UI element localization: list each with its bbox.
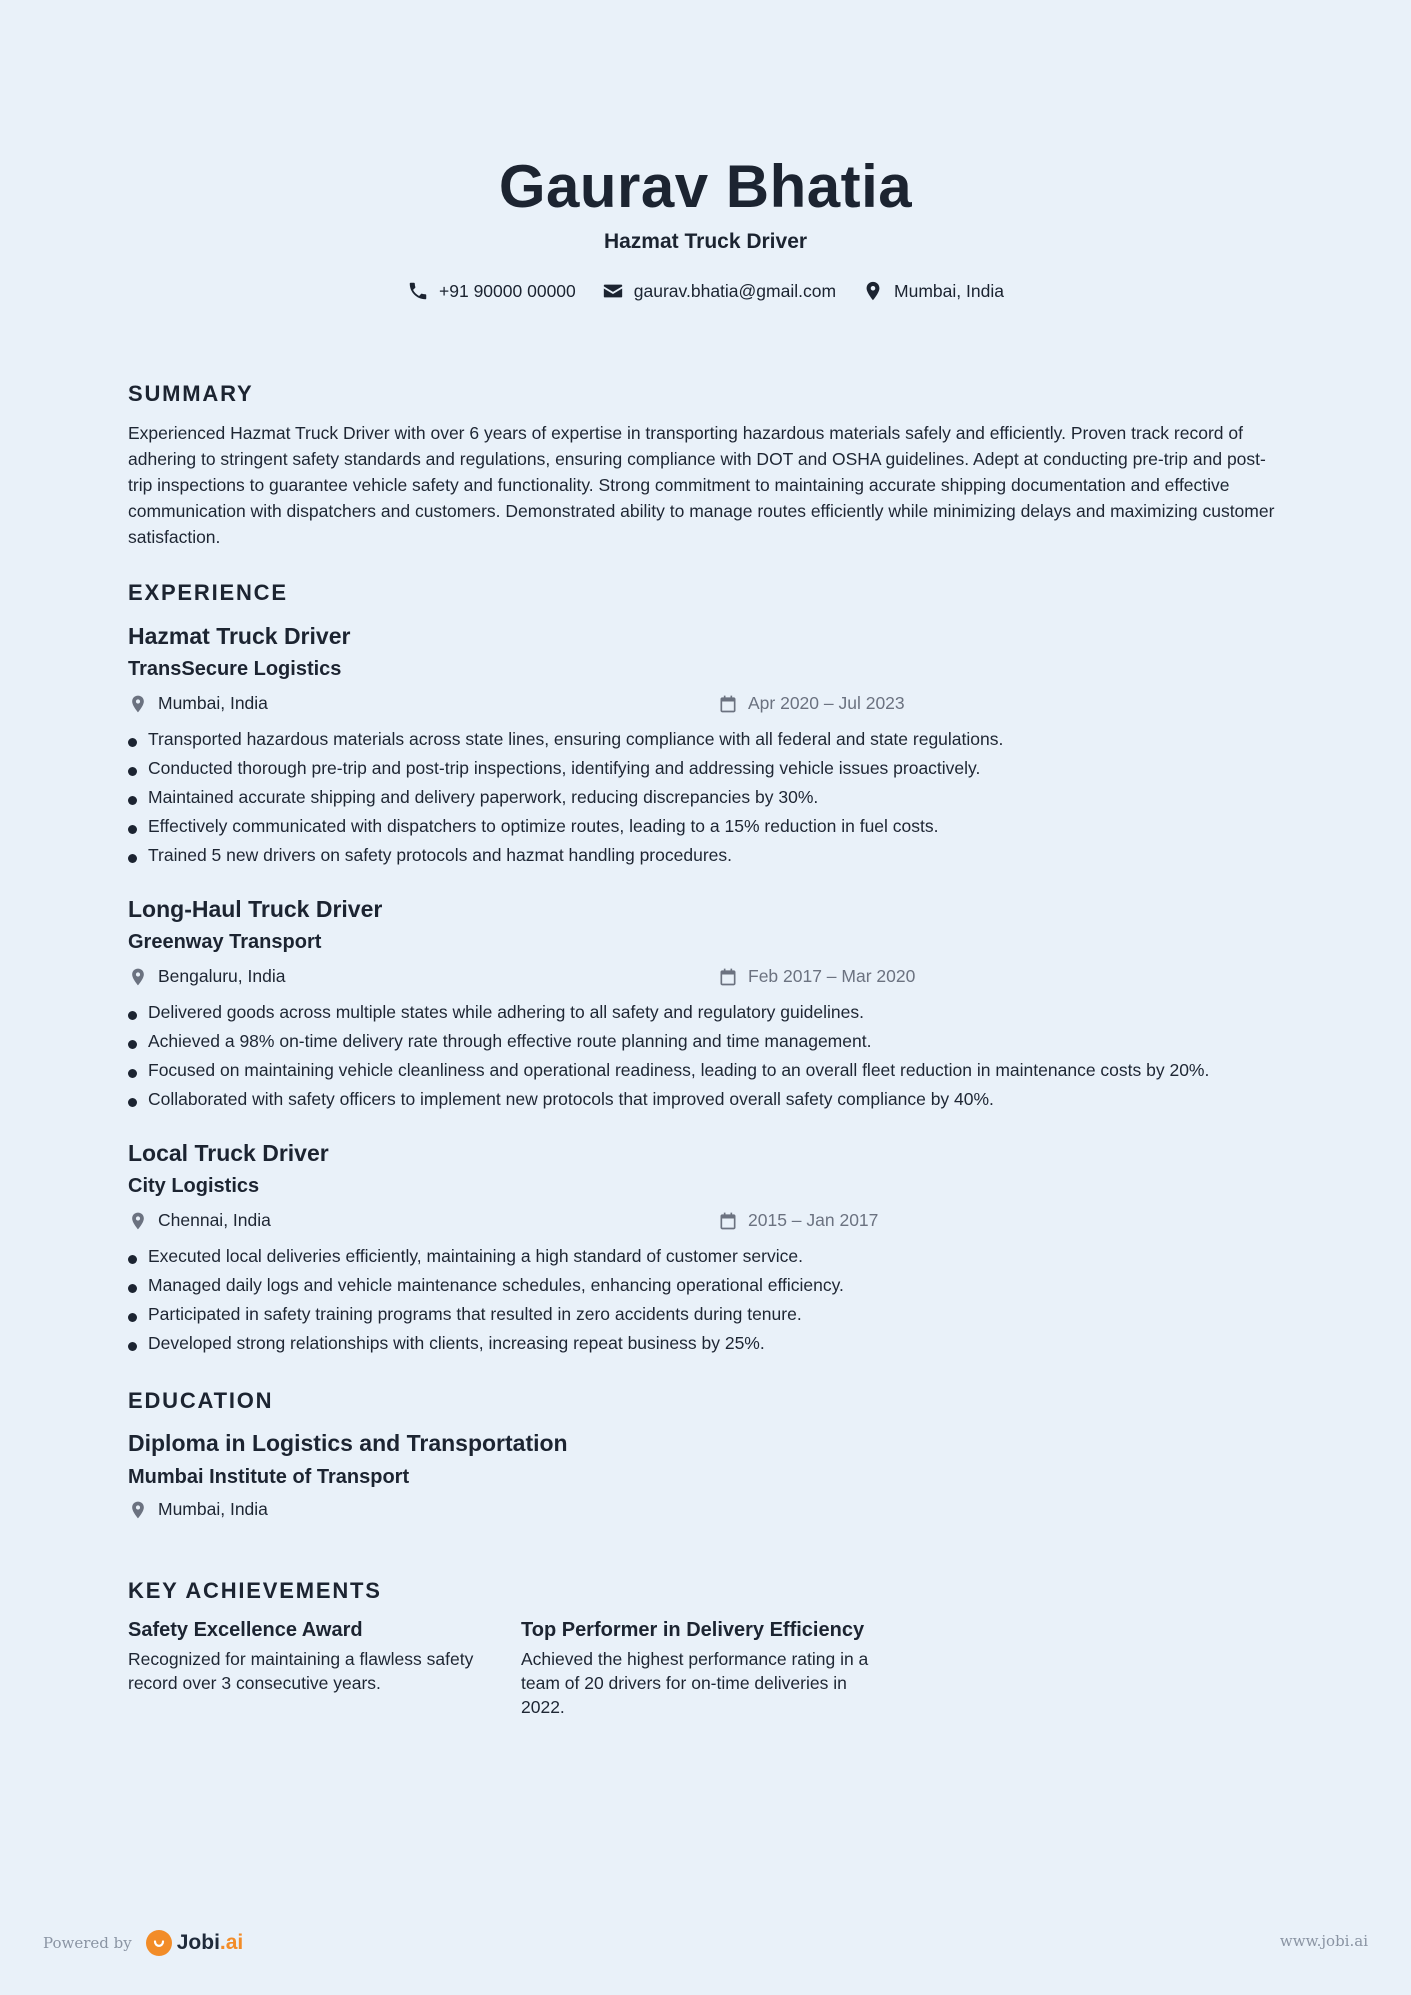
- list-item: Delivered goods across multiple states while adhering to all safety and regulatory guidelines.: [128, 998, 1283, 1027]
- email-address: gaurav.bhatia@gmail.com: [633, 280, 837, 301]
- job-dates: [718, 966, 915, 987]
- job-dates-text: 2015 – Jan 2017: [748, 1210, 879, 1230]
- list-item: Managed daily logs and vehicle maintenance schedules, enhancing operational efficiency.: [128, 1271, 1283, 1300]
- achievement-name: Top Performer in Delivery Efficiency: [521, 1619, 865, 1641]
- list-item: Effectively communicated with dispatchers to optimize routes, leading to a 15% reduction in fuel costs.: [128, 812, 1283, 841]
- map-pin-icon: [128, 1211, 148, 1231]
- job-dates-text: Apr 2020 – Jul 2023: [748, 693, 905, 713]
- job-location-text: Mumbai, India: [158, 693, 268, 713]
- job-company: Greenway Transport: [128, 931, 322, 953]
- job-bullets: [128, 998, 1283, 1114]
- list-item: Focused on maintaining vehicle cleanliness and operational readiness, leading to an overall fleet reduction in maintenance costs by 20%.: [128, 1056, 1283, 1085]
- summary-heading: SUMMARY: [128, 381, 254, 406]
- list-item: Participated in safety training programs that resulted in zero accidents during tenure.: [128, 1300, 1283, 1329]
- calendar-icon: [718, 694, 738, 714]
- job-dates-text: Feb 2017 – Mar 2020: [748, 966, 916, 986]
- list-item: Trained 5 new drivers on safety protocols and hazmat handling procedures.: [128, 841, 1283, 870]
- job-entry: [128, 894, 1283, 1114]
- map-pin-icon: [128, 967, 148, 987]
- achievements-heading: KEY ACHIEVEMENTS: [128, 1578, 382, 1603]
- list-item: Developed strong relationships with clients, increasing repeat business by 25%.: [128, 1329, 1283, 1358]
- job-location: [128, 1210, 271, 1231]
- logo-text-accent: .ai: [219, 1931, 244, 1954]
- resume-header: [128, 0, 1283, 302]
- resume-page: [128, 0, 1283, 1717]
- footer-branding: [43, 1930, 243, 1956]
- achievement-name: Safety Excellence Award: [128, 1619, 363, 1641]
- list-item: Executed local deliveries efficiently, maintaining a high standard of customer service.: [128, 1242, 1283, 1271]
- job-meta: [128, 693, 1283, 719]
- job-entry: [128, 1138, 1283, 1358]
- phone-icon: [407, 280, 429, 302]
- list-item: Transported hazardous materials across state lines, ensuring compliance with all federal and state regulations.: [128, 725, 1283, 754]
- job-meta: [128, 966, 1283, 992]
- job-location-text: Bengaluru, India: [158, 966, 286, 986]
- list-item: Conducted thorough pre-trip and post-trip inspections, identifying and addressing vehicle issues proactively.: [128, 754, 1283, 783]
- job-location: [128, 966, 285, 987]
- map-pin-icon: [128, 694, 148, 714]
- footer-website[interactable]: www.jobi.ai: [1279, 1932, 1368, 1950]
- job-title: Local Truck Driver: [128, 1140, 329, 1166]
- education-entry: [128, 1428, 568, 1525]
- logo-text-main: Jobi: [176, 1931, 220, 1954]
- list-item: Maintained accurate shipping and delivery paperwork, reducing discrepancies by 30%.: [128, 783, 1283, 812]
- calendar-icon: [718, 967, 738, 987]
- job-meta: [128, 1210, 1283, 1236]
- job-company: City Logistics: [128, 1175, 260, 1197]
- phone-number: +91 90000 00000: [439, 280, 576, 301]
- job-dates: [718, 693, 905, 714]
- achievement-item: [128, 1617, 488, 1695]
- powered-by-label: Powered by: [43, 1934, 132, 1952]
- education-heading: EDUCATION: [128, 1388, 274, 1413]
- contact-location: [862, 280, 1004, 302]
- education-degree: Diploma in Logistics and Transportation: [128, 1430, 568, 1456]
- contact-email[interactable]: [602, 280, 836, 302]
- contact-row: [128, 280, 1283, 302]
- job-location-text: Chennai, India: [158, 1210, 271, 1230]
- education-school: Mumbai Institute of Transport: [128, 1466, 410, 1488]
- calendar-icon: [718, 1211, 738, 1231]
- envelope-icon: [602, 280, 624, 302]
- job-bullets: [128, 1242, 1283, 1358]
- job-title: Hazmat Truck Driver: [128, 623, 351, 649]
- experience-heading: EXPERIENCE: [128, 580, 288, 605]
- summary-text: Experienced Hazmat Truck Driver with over 6 years of expertise in transporting hazardous materials safely and efficiently. Proven track record of adhering to stringent safety standards and regulations, ensuring compliance with DOT and OSHA guidelines. Adept at conducting pre-trip and post-trip inspections to guarantee vehicle safety and functionality. Strong commitment to maintaining accurate shipping documentation and effective communication with dispatchers and customers. Demonstrated ability to manage routes efficiently while minimizing delays and maximizing customer satisfaction.: [128, 423, 1275, 547]
- jobi-logo-icon: [146, 1930, 172, 1956]
- candidate-name: Gaurav Bhatia: [498, 153, 913, 220]
- achievement-item: [521, 1617, 881, 1719]
- education-location-text: Mumbai, India: [158, 1499, 268, 1519]
- achievement-description: Achieved the highest performance rating in a team of 20 drivers for on-time deliveries in 2022.: [521, 1649, 869, 1717]
- job-title: Long-Haul Truck Driver: [128, 896, 383, 922]
- job-company: TransSecure Logistics: [128, 658, 342, 680]
- job-entry: [128, 621, 1283, 870]
- achievement-description: Recognized for maintaining a flawless safety record over 3 consecutive years.: [128, 1649, 474, 1693]
- list-item: Collaborated with safety officers to implement new protocols that improved overall safety compliance by 40%.: [128, 1085, 1283, 1114]
- location-text: Mumbai, India: [894, 280, 1004, 301]
- list-item: Achieved a 98% on-time delivery rate through effective route planning and time management.: [128, 1027, 1283, 1056]
- map-pin-icon: [862, 280, 884, 302]
- job-bullets: [128, 725, 1283, 870]
- job-dates: [718, 1210, 878, 1231]
- job-location: [128, 693, 268, 714]
- jobi-logo[interactable]: [146, 1930, 244, 1956]
- candidate-title: Hazmat Truck Driver: [603, 230, 808, 253]
- education-location: [128, 1499, 268, 1520]
- education-meta: [128, 1499, 568, 1525]
- contact-phone[interactable]: [407, 280, 576, 302]
- map-pin-icon: [128, 1500, 148, 1520]
